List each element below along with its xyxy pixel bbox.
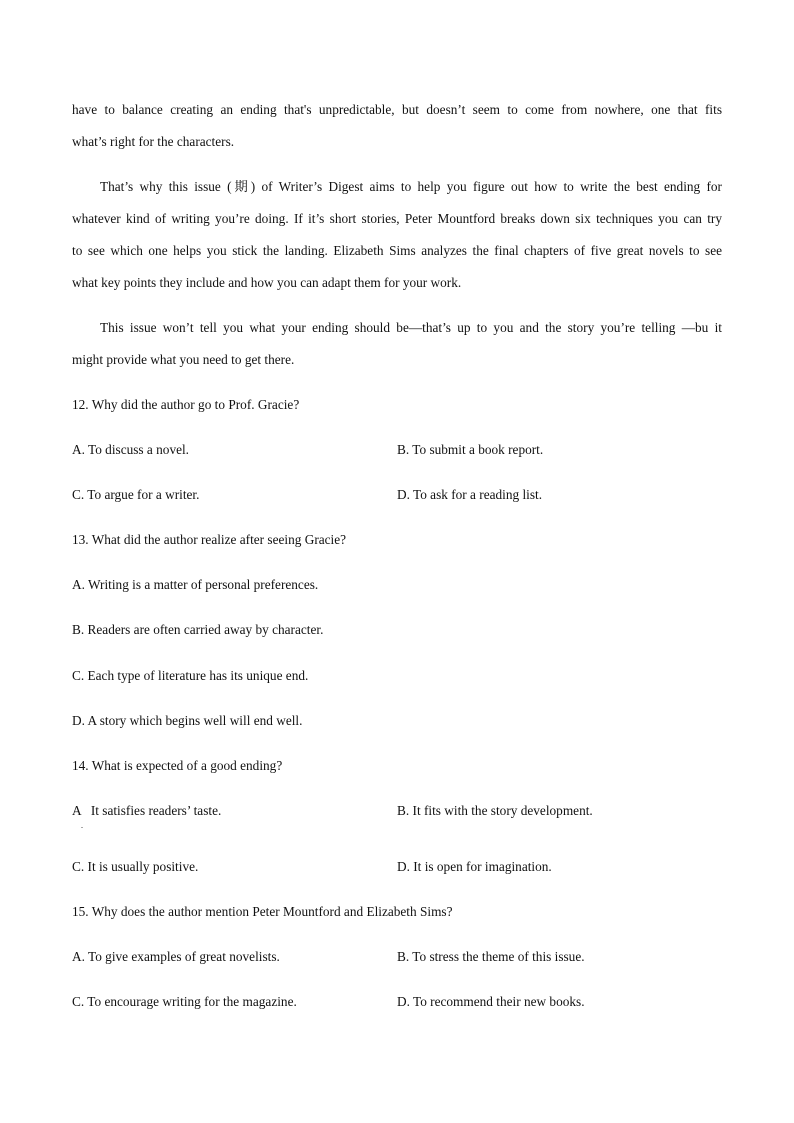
question-stem-12: 12. Why did the author go to Prof. Gracie?: [72, 397, 300, 412]
option-14-d: D. It is open for imagination.: [397, 859, 552, 874]
option-12-d: D. To ask for a reading list.: [397, 487, 543, 502]
question-stem-14: 14. What is expected of a good ending?: [72, 758, 283, 773]
passage-line: what key points they include and how you can adapt them for your work.: [72, 275, 462, 290]
option-12-a: A. To discuss a novel.: [72, 442, 190, 457]
option-14-c: C. It is usually positive.: [72, 859, 199, 874]
option-13-d: D. A story which begins well will end well.: [72, 713, 303, 728]
option-15-d: D. To recommend their new books.: [397, 994, 585, 1009]
passage-line: That’s why this issue (期) of Writer’s Digest aims to help you figure out how to write the best ending for: [100, 179, 722, 194]
option-14-a: A It satisfies readers’ taste.: [72, 803, 222, 818]
passage-line: what’s right for the characters.: [72, 134, 235, 149]
option-13-b: B. Readers are often carried away by character.: [72, 622, 324, 637]
passage-line: whatever kind of writing you’re doing. If it’s short stories, Peter Mountford breaks down six techniques you can try: [72, 211, 722, 226]
passage-line: This issue won’t tell you what your ending should be—that’s up to you and the story you’re telling —bu it: [100, 320, 722, 335]
passage-line: might provide what you need to get there.: [72, 352, 295, 367]
option-13-c: C. Each type of literature has its unique end.: [72, 668, 309, 683]
passage-line: have to balance creating an ending that's unpredictable, but doesn’t seem to come from nowhere, one that fits: [72, 102, 722, 117]
option-14-b: B. It fits with the story development.: [397, 803, 593, 818]
option-15-a: A. To give examples of great novelists.: [72, 949, 280, 964]
question-stem-15: 15. Why does the author mention Peter Mountford and Elizabeth Sims?: [72, 904, 453, 919]
option-15-c: C. To encourage writing for the magazine.: [72, 994, 297, 1009]
passage-line: to see which one helps you stick the landing. Elizabeth Sims analyzes the final chapters of five great novels to see: [72, 243, 722, 258]
option-12-c: C. To argue for a writer.: [72, 487, 200, 502]
option-12-b: B. To submit a book report.: [397, 442, 544, 457]
question-stem-13: 13. What did the author realize after seeing Gracie?: [72, 532, 347, 547]
stray-mark: .: [81, 821, 83, 830]
option-13-a: A. Writing is a matter of personal preferences.: [72, 577, 319, 592]
option-15-b: B. To stress the theme of this issue.: [397, 949, 585, 964]
